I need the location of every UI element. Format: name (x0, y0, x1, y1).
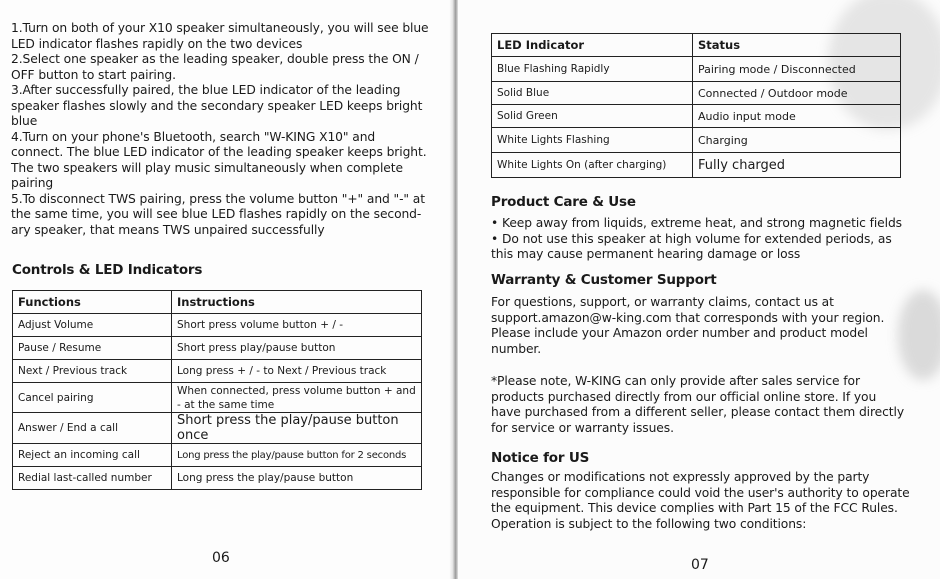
care-heading: Product Care & Use (491, 194, 636, 210)
warranty-heading: Warranty & Customer Support (491, 272, 717, 288)
led-cell: Solid Blue (492, 82, 693, 105)
controls-table (12, 290, 422, 490)
function-cell: Redial last-called number (13, 467, 172, 490)
table-row (13, 337, 422, 360)
function-cell: Cancel pairing (13, 383, 172, 413)
column-header: Functions (13, 291, 172, 314)
function-cell: Answer / End a call (13, 413, 172, 444)
step-5: 5.To disconnect TWS pairing, press the volume button "+" and "-" at the same time, you will see blue LED flashes rapidly on the second-ary speaker, that means TWS unpaired successfully (11, 191, 425, 237)
table-row (492, 153, 901, 178)
notice-text: Changes or modifications not expressly approved by the party responsible for compliance could void the user's authority to operate the equipment. This device complies with Part 15 of the FCC Rules. Operation is subject to the following two conditions: (491, 470, 910, 531)
status-cell: Connected / Outdoor mode (693, 82, 901, 105)
controls-heading: Controls & LED Indicators (12, 262, 203, 278)
pairing-steps (11, 21, 431, 238)
table-row (13, 383, 422, 413)
step-1: 1.Turn on both of your X10 speaker simultaneously, you will see blue LED indicator flashes rapidly on the two devices (11, 21, 429, 51)
right-page (458, 0, 940, 579)
status-cell: Charging (693, 128, 901, 153)
led-cell: White Lights Flashing (492, 128, 693, 153)
table-row (13, 413, 422, 444)
led-table (491, 33, 901, 178)
step-3: 3.After successfully paired, the blue LED indicator of the leading speaker flashes slowly and the secondary speaker LED keeps bright blue (11, 83, 423, 128)
step-4: 4.Turn on your phone's Bluetooth, search "W-KING X10" and connect. The blue LED indicator of the leading speaker keeps bright. The two speakers will play music simultaneously when complete pairing (11, 129, 427, 190)
table-row (13, 314, 422, 337)
care-text: • Keep away from liquids, extreme heat, and strong magnetic fields • Do not use this speaker at high volume for extended periods, as this may cause permanent hearing damage or loss (491, 216, 902, 261)
column-header: LED Indicator (492, 34, 693, 57)
instruction-cell: Long press + / - to Next / Previous track (172, 360, 422, 383)
left-page (0, 0, 452, 579)
instruction-cell: Short press the play/pause button once (172, 413, 422, 444)
table-row (492, 105, 901, 128)
led-cell: Solid Green (492, 105, 693, 128)
page-number: 06 (212, 550, 230, 566)
instruction-cell: Short press play/pause button (172, 337, 422, 360)
page-number: 07 (691, 557, 709, 573)
warranty-text: For questions, support, or warranty claims, contact us at support.amazon@w-king.com that corresponds with your region. Please include your Amazon order number and product model number. (491, 295, 885, 356)
function-cell: Next / Previous track (13, 360, 172, 383)
table-row (13, 360, 422, 383)
notice-heading: Notice for US (491, 450, 590, 466)
status-cell: Audio input mode (693, 105, 901, 128)
table-row (492, 128, 901, 153)
column-header: Instructions (172, 291, 422, 314)
table-row (13, 444, 422, 467)
after-sales-note: *Please note, W-KING can only provide after sales service for products purchased directly from our official online store. If you have purchased from a different seller, please contact them directly for service or warranty issues. (491, 374, 905, 435)
function-cell: Reject an incoming call (13, 444, 172, 467)
table-row (492, 82, 901, 105)
table-header-row (13, 291, 422, 314)
table-row (13, 467, 422, 490)
status-cell: Pairing mode / Disconnected (693, 57, 901, 82)
column-header: Status (693, 34, 901, 57)
instruction-cell: Long press the play/pause button (172, 467, 422, 490)
table-header-row (492, 34, 901, 57)
status-cell: Fully charged (693, 153, 901, 178)
led-cell: White Lights On (after charging) (492, 153, 693, 178)
instruction-cell: When connected, press volume button + and - at the same time (172, 383, 422, 413)
table-row (492, 57, 901, 82)
led-cell: Blue Flashing Rapidly (492, 57, 693, 82)
function-cell: Pause / Resume (13, 337, 172, 360)
instruction-cell: Short press volume button + / - (172, 314, 422, 337)
step-2: 2.Select one speaker as the leading speaker, double press the ON / OFF button to start pairing. (11, 52, 419, 82)
function-cell: Adjust Volume (13, 314, 172, 337)
instruction-cell: Long press the play/pause button for 2 seconds (172, 444, 422, 467)
